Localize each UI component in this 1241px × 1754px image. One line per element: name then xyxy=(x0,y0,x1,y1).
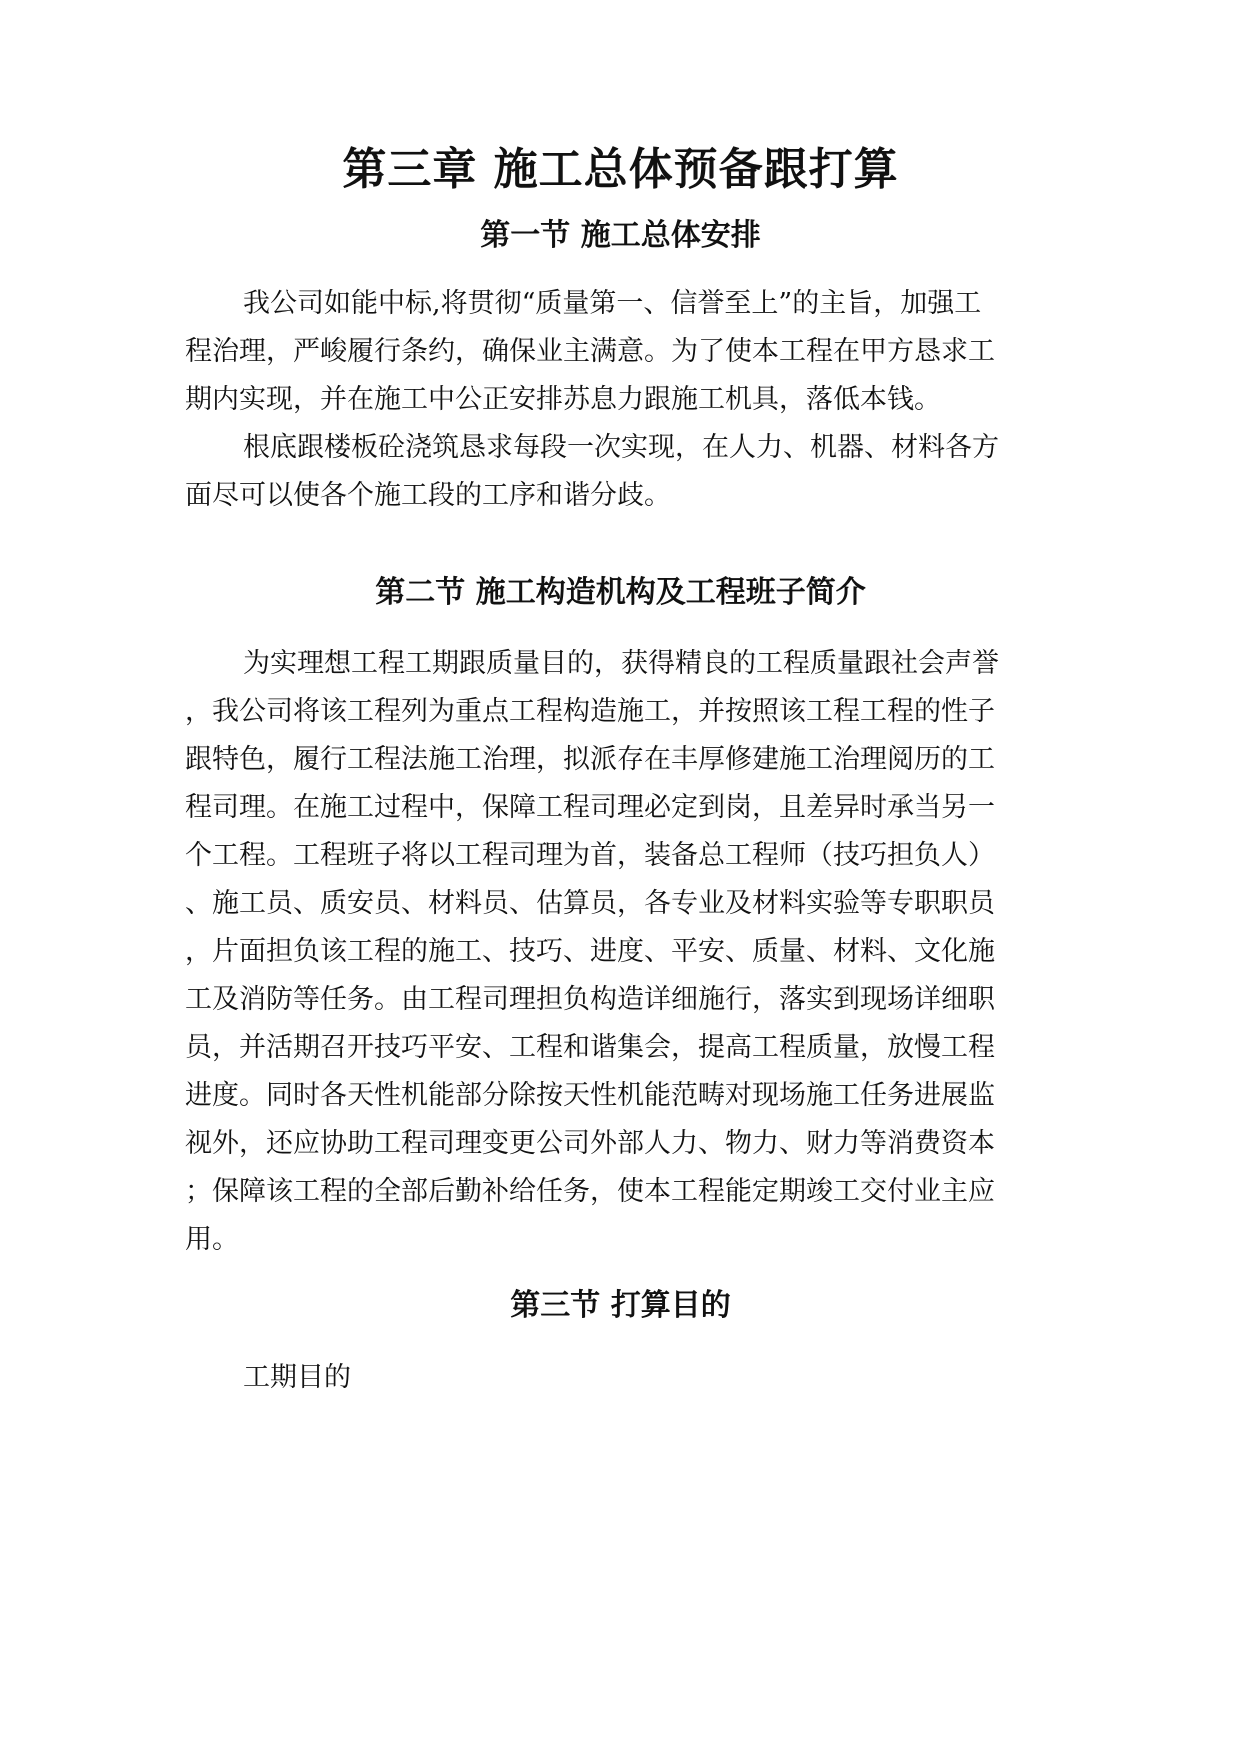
section-1-paragraph-1 xyxy=(185,280,1065,424)
section-title-2: 第二节 施工构造机构及工程班子简介 xyxy=(375,575,866,610)
paragraph-line: ，片面担负该工程的施工、技巧、进度、平安、质量、材料、文化施 xyxy=(185,936,995,967)
paragraph-line: 程治理，严峻履行条约，确保业主满意。为了使本工程在甲方恳求工 xyxy=(185,336,995,367)
paragraph-line: 、施工员、质安员、材料员、估算员，各专业及材料实验等专职职员 xyxy=(185,888,995,919)
paragraph-line: 用。 xyxy=(185,1224,239,1255)
section-title-3: 第三节 打算目的 xyxy=(510,1288,731,1323)
paragraph-line: 面尽可以使各个施工段的工序和谐分歧。 xyxy=(185,480,671,511)
paragraph-line: 程司理。在施工过程中，保障工程司理必定到岗，且差异时承当另一 xyxy=(185,792,995,823)
paragraph-line: 根底跟楼板砼浇筑恳求每段一次实现，在人力、机器、材料各方 xyxy=(243,432,999,463)
paragraph-line: 员，并活期召开技巧平安、工程和谐集会，提高工程质量，放慢工程 xyxy=(185,1032,995,1063)
paragraph-line: 为实理想工程工期跟质量目的，获得精良的工程质量跟社会声誉 xyxy=(243,648,999,679)
paragraph-line: 跟特色，履行工程法施工治理，拟派存在丰厚修建施工治理阅历的工 xyxy=(185,744,995,775)
chapter-title: 第三章 施工总体预备跟打算 xyxy=(342,144,899,195)
paragraph-line: 我公司如能中标,将贯彻“质量第一、信誉至上”的主旨，加强工 xyxy=(243,288,982,319)
paragraph-line: 期内实现，并在施工中公正安排苏息力跟施工机具，落低本钱。 xyxy=(185,384,941,415)
paragraph-line: ；保障该工程的全部后勤补给任务，使本工程能定期竣工交付业主应 xyxy=(185,1176,995,1207)
section-2-paragraph-1 xyxy=(185,640,1065,1264)
paragraph-line: 进度。同时各天性机能部分除按天性机能范畴对现场施工任务进展监 xyxy=(185,1080,995,1111)
section-title-1: 第一节 施工总体安排 xyxy=(480,218,761,253)
paragraph-line: 工期目的 xyxy=(243,1362,351,1393)
paragraph-line: 个工程。工程班子将以工程司理为首，装备总工程师（技巧担负人） xyxy=(185,840,995,871)
section-3-paragraph-1 xyxy=(185,1354,1065,1402)
section-1-paragraph-2 xyxy=(185,424,1065,520)
paragraph-line: 视外，还应协助工程司理变更公司外部人力、物力、财力等消费资本 xyxy=(185,1128,995,1159)
paragraph-line: 工及消防等任务。由工程司理担负构造详细施行，落实到现场详细职 xyxy=(185,984,995,1015)
paragraph-line: ，我公司将该工程列为重点工程构造施工，并按照该工程工程的性子 xyxy=(185,696,995,727)
